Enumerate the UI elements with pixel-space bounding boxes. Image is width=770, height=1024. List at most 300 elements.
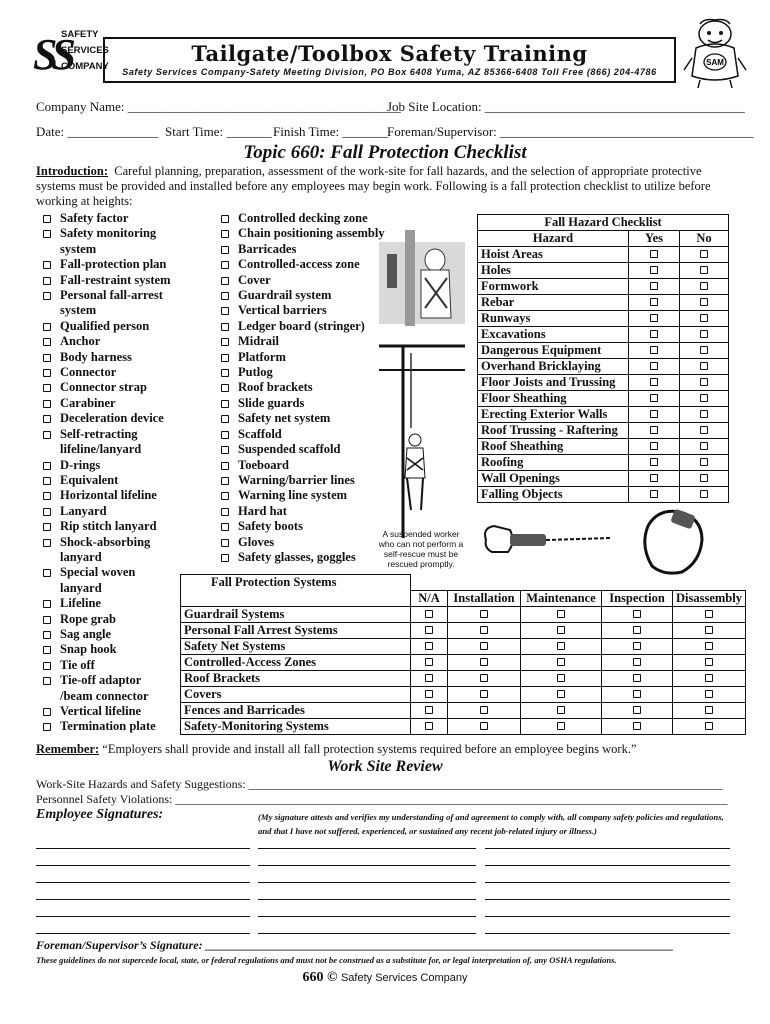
left-checklist-item[interactable]	[40, 504, 190, 519]
systems-row[interactable]	[181, 638, 746, 654]
no-cell[interactable]	[680, 407, 729, 423]
checkbox[interactable]	[43, 631, 51, 639]
middle-checklist-item-label[interactable]: Safety net system	[238, 411, 331, 426]
system-cell[interactable]	[411, 654, 448, 670]
system-cell[interactable]	[411, 686, 448, 702]
yes-checkbox[interactable]	[650, 346, 658, 354]
system-cell[interactable]	[602, 622, 673, 638]
systems-col-header[interactable]: Installation	[448, 590, 521, 606]
left-checklist-item[interactable]	[40, 380, 190, 395]
checkbox[interactable]	[43, 323, 51, 331]
yes-cell[interactable]	[629, 439, 680, 455]
violations-field[interactable]: Personnel Safety Violations: ____________________________________________________________________________________________	[36, 792, 728, 806]
yes-cell[interactable]	[629, 295, 680, 311]
systems-row[interactable]	[181, 606, 746, 622]
no-checkbox[interactable]	[700, 474, 708, 482]
checkbox[interactable]	[221, 523, 229, 531]
systems-col-header[interactable]: Disassembly	[673, 590, 746, 606]
yes-cell[interactable]	[629, 487, 680, 503]
systems-header-row[interactable]	[181, 590, 746, 606]
checkbox[interactable]	[43, 292, 51, 300]
employee-signature-line[interactable]	[258, 865, 476, 866]
middle-checklist-item[interactable]	[218, 411, 398, 426]
yes-cell[interactable]	[629, 311, 680, 327]
left-checklist-item[interactable]	[40, 550, 190, 565]
left-checklist-item-label[interactable]: Safety monitoring	[60, 226, 157, 241]
hazard-name[interactable]: Wall Openings	[478, 471, 629, 487]
no-checkbox[interactable]	[700, 362, 708, 370]
middle-checklist-item[interactable]	[218, 273, 398, 288]
middle-checklist-item-label[interactable]: Slide guards	[238, 395, 305, 410]
middle-checklist-item[interactable]	[218, 519, 398, 534]
checkbox[interactable]	[221, 323, 229, 331]
left-checklist-item[interactable]	[40, 658, 190, 673]
left-checklist-item[interactable]	[40, 689, 190, 704]
system-cell[interactable]	[673, 702, 746, 718]
middle-checklist-item[interactable]	[218, 257, 398, 272]
no-cell[interactable]	[680, 247, 729, 263]
middle-checklist-item-label[interactable]: Guardrail system	[238, 288, 332, 303]
no-checkbox[interactable]	[700, 330, 708, 338]
checkbox[interactable]	[43, 646, 51, 654]
checkbox[interactable]	[43, 230, 51, 238]
hazard-row[interactable]	[478, 359, 729, 375]
employee-signature-line[interactable]	[36, 882, 250, 883]
system-cell[interactable]	[673, 686, 746, 702]
system-checkbox[interactable]	[425, 626, 433, 634]
checkbox[interactable]	[221, 415, 229, 423]
systems-col-header[interactable]: Maintenance	[521, 590, 602, 606]
systems-header-blank[interactable]	[181, 590, 411, 606]
left-checklist-item[interactable]	[40, 242, 190, 257]
left-checklist-item-label[interactable]: Rope grab	[60, 611, 116, 626]
middle-checklist-item[interactable]	[218, 504, 398, 519]
hazard-row[interactable]	[478, 471, 729, 487]
system-cell[interactable]	[521, 606, 602, 622]
system-cell[interactable]	[673, 670, 746, 686]
system-checkbox[interactable]	[557, 706, 565, 714]
system-checkbox[interactable]	[705, 642, 713, 650]
system-checkbox[interactable]	[705, 610, 713, 618]
hazard-name[interactable]: Floor Joists and Trussing	[478, 375, 629, 391]
employee-signature-line[interactable]	[258, 899, 476, 900]
no-cell[interactable]	[680, 311, 729, 327]
systems-row[interactable]	[181, 702, 746, 718]
no-checkbox[interactable]	[700, 346, 708, 354]
no-cell[interactable]	[680, 455, 729, 471]
system-checkbox[interactable]	[705, 722, 713, 730]
left-checklist-item[interactable]	[40, 365, 190, 380]
hazard-row[interactable]	[478, 263, 729, 279]
yes-checkbox[interactable]	[650, 458, 658, 466]
middle-checklist-item-label[interactable]: Safety boots	[238, 519, 303, 534]
hazard-name[interactable]: Roofing	[478, 455, 629, 471]
left-checklist-item[interactable]	[40, 257, 190, 272]
system-cell[interactable]	[411, 622, 448, 638]
no-checkbox[interactable]	[700, 282, 708, 290]
middle-checklist-item-label[interactable]: Controlled decking zone	[238, 211, 368, 225]
left-checklist-item-label[interactable]: lifeline/lanyard	[60, 442, 142, 457]
checkbox[interactable]	[43, 369, 51, 377]
yes-cell[interactable]	[629, 263, 680, 279]
left-checklist-item-label[interactable]: Qualified person	[60, 318, 150, 333]
employee-signature-line[interactable]	[258, 882, 476, 883]
hazard-row[interactable]	[478, 311, 729, 327]
left-checklist-item[interactable]	[40, 719, 190, 734]
employee-signature-line[interactable]	[258, 916, 476, 917]
hazard-row[interactable]	[478, 487, 729, 503]
employee-signature-line[interactable]	[485, 916, 730, 917]
left-checklist-item-label[interactable]: Snap hook	[60, 642, 117, 657]
checkbox[interactable]	[43, 708, 51, 716]
system-checkbox[interactable]	[705, 674, 713, 682]
yes-checkbox[interactable]	[650, 490, 658, 498]
employee-signature-line[interactable]	[36, 933, 250, 934]
system-checkbox[interactable]	[480, 658, 488, 666]
systems-row[interactable]	[181, 670, 746, 686]
middle-checklist-item[interactable]	[218, 350, 398, 365]
finish-time-field[interactable]: Finish Time: _______	[273, 124, 388, 139]
employee-signature-line[interactable]	[485, 865, 730, 866]
left-checklist-item[interactable]	[40, 488, 190, 503]
job-site-field[interactable]: Job Site Location: ________________________________________	[387, 99, 745, 114]
system-cell[interactable]	[411, 670, 448, 686]
yes-cell[interactable]	[629, 247, 680, 263]
checkbox[interactable]	[43, 539, 51, 547]
left-checklist-item[interactable]	[40, 704, 190, 719]
checkbox[interactable]	[221, 539, 229, 547]
yes-cell[interactable]	[629, 455, 680, 471]
system-cell[interactable]	[602, 686, 673, 702]
yes-cell[interactable]	[629, 375, 680, 391]
middle-checklist-item-label[interactable]: Toeboard	[238, 457, 289, 472]
systems-row[interactable]	[181, 654, 746, 670]
checkbox[interactable]	[221, 446, 229, 454]
left-checklist-item[interactable]	[40, 519, 190, 534]
checkbox[interactable]	[221, 508, 229, 516]
checkbox[interactable]	[43, 277, 51, 285]
system-checkbox[interactable]	[557, 642, 565, 650]
middle-checklist-item[interactable]	[218, 488, 398, 503]
system-cell[interactable]	[521, 718, 602, 734]
systems-row[interactable]	[181, 718, 746, 734]
middle-checklist-item[interactable]	[218, 211, 398, 226]
middle-checklist-item[interactable]	[218, 303, 398, 318]
left-checklist-item[interactable]	[40, 303, 190, 318]
hazard-name[interactable]: Roof Sheathing	[478, 439, 629, 455]
system-name[interactable]: Personal Fall Arrest Systems	[181, 622, 411, 638]
left-checklist-item[interactable]	[40, 627, 190, 642]
system-checkbox[interactable]	[633, 642, 641, 650]
left-checklist-item-label[interactable]: Vertical lifeline	[60, 704, 142, 718]
system-cell[interactable]	[602, 638, 673, 654]
checkbox[interactable]	[43, 477, 51, 485]
system-cell[interactable]	[411, 606, 448, 622]
checkbox[interactable]	[43, 523, 51, 531]
system-checkbox[interactable]	[557, 674, 565, 682]
system-cell[interactable]	[521, 622, 602, 638]
hazard-row[interactable]	[478, 375, 729, 391]
left-checklist-item-label[interactable]: Fall-protection plan	[60, 257, 167, 272]
checkbox[interactable]	[221, 277, 229, 285]
system-cell[interactable]	[411, 638, 448, 654]
checkbox[interactable]	[43, 384, 51, 392]
yes-cell[interactable]	[629, 407, 680, 423]
hazard-name[interactable]: Roof Trussing - Raftering	[478, 423, 629, 439]
company-name-field[interactable]: Company Name: __________________________________________	[36, 99, 401, 114]
system-cell[interactable]	[521, 670, 602, 686]
system-checkbox[interactable]	[557, 626, 565, 634]
checkbox[interactable]	[43, 261, 51, 269]
checkbox[interactable]	[221, 431, 229, 439]
left-checklist-item-label[interactable]: D-rings	[60, 457, 101, 472]
yes-checkbox[interactable]	[650, 474, 658, 482]
system-checkbox[interactable]	[425, 722, 433, 730]
checkbox[interactable]	[43, 354, 51, 362]
checkbox[interactable]	[221, 492, 229, 500]
checkbox[interactable]	[43, 215, 51, 223]
checkbox[interactable]	[221, 554, 229, 562]
middle-checklist-item[interactable]	[218, 396, 398, 411]
employee-signature-line[interactable]	[485, 933, 730, 934]
checkbox[interactable]	[221, 369, 229, 377]
hazards-suggestions-field[interactable]: Work-Site Hazards and Safety Suggestions: _______________________________________________________________________________	[36, 777, 723, 791]
hazard-name[interactable]: Dangerous Equipment	[478, 343, 629, 359]
left-checklist-item[interactable]	[40, 226, 190, 241]
no-cell[interactable]	[680, 263, 729, 279]
system-checkbox[interactable]	[633, 722, 641, 730]
system-cell[interactable]	[602, 606, 673, 622]
no-checkbox[interactable]	[700, 266, 708, 274]
system-cell[interactable]	[448, 606, 521, 622]
yes-checkbox[interactable]	[650, 298, 658, 306]
system-checkbox[interactable]	[480, 610, 488, 618]
yes-cell[interactable]	[629, 327, 680, 343]
checkbox[interactable]	[43, 431, 51, 439]
system-checkbox[interactable]	[557, 722, 565, 730]
checkbox[interactable]	[43, 600, 51, 608]
no-cell[interactable]	[680, 423, 729, 439]
left-checklist-item-label[interactable]: Rip stitch lanyard	[60, 519, 157, 534]
checkbox[interactable]	[43, 415, 51, 423]
system-checkbox[interactable]	[425, 706, 433, 714]
middle-checklist-item[interactable]	[218, 535, 398, 550]
system-checkbox[interactable]	[705, 658, 713, 666]
no-cell[interactable]	[680, 471, 729, 487]
left-checklist-item-label[interactable]: Horizontal lifeline	[60, 488, 157, 503]
yes-cell[interactable]	[629, 359, 680, 375]
yes-cell[interactable]	[629, 471, 680, 487]
foreman-field[interactable]: Foreman/Supervisor: _______________________________________	[387, 124, 754, 139]
left-checklist-item[interactable]	[40, 396, 190, 411]
left-checklist-item-label[interactable]: Body harness	[60, 349, 132, 364]
yes-checkbox[interactable]	[650, 442, 658, 450]
middle-checklist-item[interactable]	[218, 334, 398, 349]
system-cell[interactable]	[448, 702, 521, 718]
yes-cell[interactable]	[629, 423, 680, 439]
middle-checklist-item[interactable]	[218, 380, 398, 395]
middle-checklist-item-label[interactable]: Chain positioning assembly	[238, 226, 385, 241]
left-checklist-item-label[interactable]: Self-retracting	[60, 426, 138, 441]
yes-cell[interactable]	[629, 343, 680, 359]
yes-checkbox[interactable]	[650, 250, 658, 258]
middle-checklist-item-label[interactable]: Suspended scaffold	[238, 442, 341, 457]
employee-signature-line[interactable]	[258, 848, 476, 849]
checkbox[interactable]	[43, 462, 51, 470]
hazard-row[interactable]	[478, 391, 729, 407]
yes-checkbox[interactable]	[650, 362, 658, 370]
hazard-name[interactable]: Formwork	[478, 279, 629, 295]
system-cell[interactable]	[602, 702, 673, 718]
middle-checklist-item-label[interactable]: Hard hat	[238, 503, 287, 518]
left-checklist-item-label[interactable]: Equivalent	[60, 472, 119, 487]
system-cell[interactable]	[673, 654, 746, 670]
hazard-row[interactable]	[478, 279, 729, 295]
left-checklist-item-label[interactable]: Fall-restraint system	[60, 272, 171, 287]
left-checklist-item[interactable]	[40, 581, 190, 596]
left-checklist-item[interactable]	[40, 350, 190, 365]
middle-checklist-item[interactable]	[218, 550, 398, 565]
system-cell[interactable]	[411, 718, 448, 734]
yes-checkbox[interactable]	[650, 394, 658, 402]
employee-signature-line[interactable]	[36, 865, 250, 866]
systems-row[interactable]	[181, 686, 746, 702]
system-name[interactable]: Covers	[181, 686, 411, 702]
middle-checklist-item-label[interactable]: Warning line system	[238, 488, 348, 503]
checkbox[interactable]	[221, 384, 229, 392]
yes-checkbox[interactable]	[650, 266, 658, 274]
checkbox[interactable]	[221, 477, 229, 485]
no-checkbox[interactable]	[700, 378, 708, 386]
middle-checklist-item-label[interactable]: Ledger board (stringer)	[238, 318, 365, 333]
employee-signature-line[interactable]	[258, 933, 476, 934]
system-checkbox[interactable]	[480, 642, 488, 650]
left-checklist-item-label[interactable]: Lanyard	[60, 503, 107, 518]
middle-checklist-item-label[interactable]: Scaffold	[238, 426, 282, 441]
system-checkbox[interactable]	[425, 658, 433, 666]
systems-col-header[interactable]: N/A	[411, 590, 448, 606]
system-name[interactable]: Fences and Barricades	[181, 702, 411, 718]
middle-checklist-item[interactable]	[218, 442, 398, 457]
system-cell[interactable]	[521, 654, 602, 670]
employee-signature-line[interactable]	[485, 899, 730, 900]
system-checkbox[interactable]	[633, 690, 641, 698]
left-checklist-item-label[interactable]: Lifeline	[60, 596, 101, 611]
left-checklist-item-label[interactable]: Shock-absorbing	[60, 534, 151, 549]
system-checkbox[interactable]	[480, 674, 488, 682]
hazard-name[interactable]: Rebar	[478, 295, 629, 311]
middle-checklist-item[interactable]	[218, 458, 398, 473]
left-checklist-item[interactable]	[40, 427, 190, 442]
no-checkbox[interactable]	[700, 410, 708, 418]
employee-signature-line[interactable]	[36, 916, 250, 917]
left-checklist-item[interactable]	[40, 565, 190, 580]
system-cell[interactable]	[448, 638, 521, 654]
checkbox[interactable]	[221, 354, 229, 362]
system-cell[interactable]	[673, 622, 746, 638]
system-checkbox[interactable]	[705, 626, 713, 634]
hazard-row[interactable]	[478, 407, 729, 423]
system-checkbox[interactable]	[633, 658, 641, 666]
middle-checklist-item[interactable]	[218, 226, 398, 241]
yes-checkbox[interactable]	[650, 330, 658, 338]
yes-checkbox[interactable]	[650, 314, 658, 322]
hazard-name[interactable]: Holes	[478, 263, 629, 279]
middle-checklist-item[interactable]	[218, 319, 398, 334]
system-cell[interactable]	[521, 638, 602, 654]
system-checkbox[interactable]	[480, 626, 488, 634]
system-cell[interactable]	[521, 686, 602, 702]
system-cell[interactable]	[448, 622, 521, 638]
no-cell[interactable]	[680, 279, 729, 295]
no-cell[interactable]	[680, 487, 729, 503]
system-checkbox[interactable]	[425, 690, 433, 698]
no-checkbox[interactable]	[700, 426, 708, 434]
system-checkbox[interactable]	[633, 626, 641, 634]
system-name[interactable]: Roof Brackets	[181, 670, 411, 686]
checkbox[interactable]	[221, 230, 229, 238]
systems-row[interactable]	[181, 622, 746, 638]
left-checklist-item[interactable]	[40, 319, 190, 334]
no-checkbox[interactable]	[700, 394, 708, 402]
checkbox[interactable]	[43, 723, 51, 731]
system-checkbox[interactable]	[633, 706, 641, 714]
system-cell[interactable]	[673, 606, 746, 622]
left-checklist-item[interactable]	[40, 273, 190, 288]
left-checklist-item-label[interactable]: /beam connector	[60, 688, 149, 703]
middle-checklist-item-label[interactable]: Controlled-access zone	[238, 257, 360, 272]
middle-checklist-item[interactable]	[218, 242, 398, 257]
system-checkbox[interactable]	[557, 690, 565, 698]
left-checklist-item-label[interactable]: Termination plate	[60, 719, 156, 734]
left-checklist-item-label[interactable]: Safety factor	[60, 211, 129, 225]
hazard-row[interactable]	[478, 343, 729, 359]
system-checkbox[interactable]	[557, 658, 565, 666]
no-cell[interactable]	[680, 327, 729, 343]
left-checklist-item[interactable]	[40, 411, 190, 426]
checkbox[interactable]	[43, 492, 51, 500]
checkbox[interactable]	[43, 569, 51, 577]
system-checkbox[interactable]	[425, 642, 433, 650]
system-cell[interactable]	[448, 670, 521, 686]
middle-checklist-item-label[interactable]: Warning/barrier lines	[238, 472, 355, 487]
checkbox[interactable]	[221, 292, 229, 300]
yes-checkbox[interactable]	[650, 426, 658, 434]
left-checklist-item-label[interactable]: Deceleration device	[60, 411, 164, 426]
left-checklist-item-label[interactable]: lanyard	[60, 549, 102, 564]
hazard-row[interactable]	[478, 247, 729, 263]
system-cell[interactable]	[521, 702, 602, 718]
checkbox[interactable]	[43, 677, 51, 685]
system-checkbox[interactable]	[633, 674, 641, 682]
left-checklist-item-label[interactable]: Personal fall-arrest	[60, 288, 163, 303]
checkbox[interactable]	[221, 215, 229, 223]
system-name[interactable]: Safety-Monitoring Systems	[181, 718, 411, 734]
hazard-name[interactable]: Overhand Bricklaying	[478, 359, 629, 375]
left-checklist-item-label[interactable]: lanyard	[60, 580, 102, 595]
middle-checklist-item[interactable]	[218, 427, 398, 442]
no-cell[interactable]	[680, 375, 729, 391]
no-checkbox[interactable]	[700, 490, 708, 498]
system-cell[interactable]	[602, 654, 673, 670]
system-checkbox[interactable]	[633, 610, 641, 618]
left-checklist-item[interactable]	[40, 442, 190, 457]
middle-checklist-item-label[interactable]: Midrail	[238, 334, 279, 349]
left-checklist-item[interactable]	[40, 473, 190, 488]
system-cell[interactable]	[673, 638, 746, 654]
system-checkbox[interactable]	[425, 674, 433, 682]
system-cell[interactable]	[411, 702, 448, 718]
